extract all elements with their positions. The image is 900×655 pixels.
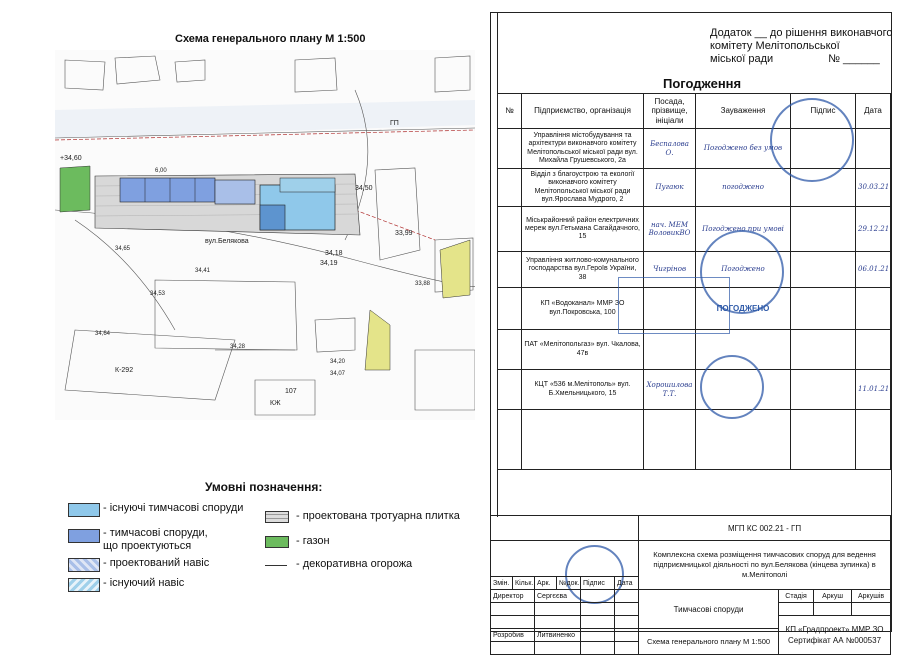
col-header-organization: Підприємство, організація bbox=[522, 94, 644, 129]
header-number: № ______ bbox=[828, 53, 880, 65]
sheets-label: Аркушів bbox=[852, 590, 891, 603]
plan-label-bld-1: 107 bbox=[285, 388, 297, 395]
header-line-1: Додаток __ до рішення виконавчого bbox=[710, 27, 893, 39]
company-name: КП «Градпроект» ММР ЗО bbox=[785, 625, 884, 634]
plan-label-elev-7: 34,64 bbox=[95, 331, 111, 337]
plan-label-bld-4: ГП bbox=[390, 120, 399, 127]
plan-label-elev-6: 34,65 bbox=[115, 246, 131, 252]
plan-label-bld-2: КЖ bbox=[270, 400, 281, 407]
col-header-remarks: Зауваження bbox=[696, 94, 791, 129]
col-header-date: Дата bbox=[856, 94, 891, 129]
col-sheet: Арк. bbox=[535, 577, 557, 590]
col-header-position: Посада, прізвище, ініціали bbox=[644, 94, 696, 129]
plan-label-elev-9: 34,41 bbox=[195, 268, 211, 274]
developer-name: Литвиненко bbox=[535, 629, 581, 642]
approval-name bbox=[644, 330, 696, 370]
legend-title: Умовні позначення: bbox=[205, 480, 323, 494]
approval-org: Міськрайонний район електричних мереж вул.Гетьмана Сагайдачного, 15 bbox=[522, 207, 644, 252]
approval-row bbox=[498, 330, 891, 370]
approval-remark: погоджено bbox=[696, 169, 791, 207]
header-line-3: міської ради № ______ bbox=[710, 53, 880, 65]
header-annex bbox=[710, 27, 893, 66]
drawing-code: МГП КС 002.21 - ГП bbox=[639, 516, 891, 541]
approval-date: 11.01.21 bbox=[856, 370, 891, 410]
approval-name: Чигрінов bbox=[644, 252, 696, 288]
approval-date bbox=[856, 288, 891, 330]
approval-org: ПАТ «Мелітопольгаз» вул. Чкалова, 47в bbox=[522, 330, 644, 370]
approval-stamp-box bbox=[618, 277, 730, 334]
approval-org: КП «Водоканал» ММР ЗО вул.Покровська, 100 bbox=[522, 288, 644, 330]
approval-org: КЦТ «536 м.Мелітополь» вул. Б.Хмельницького, 15 bbox=[522, 370, 644, 410]
col-signature: Підпис bbox=[581, 577, 615, 590]
approval-name: Пугаюк bbox=[644, 169, 696, 207]
legend-label-lawn: - газон bbox=[296, 535, 330, 547]
approval-date bbox=[856, 330, 891, 370]
sheet-label: Аркуш bbox=[814, 590, 852, 603]
official-seal-stamp bbox=[770, 98, 854, 182]
col-date: Дата bbox=[615, 577, 639, 590]
legend-swatch-fence bbox=[265, 565, 287, 566]
legend-swatch-projected-structures bbox=[68, 529, 100, 543]
approval-row bbox=[498, 207, 891, 252]
approval-row-empty bbox=[498, 410, 891, 470]
approval-name: Беспалова О. bbox=[644, 129, 696, 169]
plan-label-elev-11: 34,07 bbox=[330, 371, 346, 377]
legend-label-projected-structures: - тимчасові споруди, що проектуються bbox=[103, 527, 208, 552]
approval-remark: ПОГОДЖЕНО bbox=[696, 288, 791, 330]
legend-label-projected-canopy: - проектований навіс bbox=[103, 557, 210, 569]
director-label: Директор bbox=[491, 590, 535, 603]
plan-label-elev-1: +34,60 bbox=[60, 155, 82, 162]
col-doc: №док. bbox=[557, 577, 581, 590]
approval-date: 29.12.21 bbox=[856, 207, 891, 252]
legend-swatch-lawn bbox=[265, 536, 289, 548]
plan-title: Схема генерального плану М 1:500 bbox=[175, 33, 366, 45]
site-plan-drawing bbox=[55, 50, 475, 420]
plan-label-elev-10: 34,28 bbox=[230, 344, 246, 350]
approval-row bbox=[498, 370, 891, 410]
approval-org: Відділ з благоустрою та екології виконавчого комітету Мелітопольської міської ради вул.Ярослава Мудрого, 2 bbox=[522, 169, 644, 207]
plan-label-elev-4: 33,99 bbox=[395, 230, 413, 237]
plan-label-elev-2: 34,50 bbox=[355, 185, 373, 192]
legend-swatch-existing-canopy bbox=[68, 578, 100, 592]
legend-label-fence: - декоративна огорожа bbox=[296, 558, 413, 570]
plan-label-elev-13: 33,88 bbox=[415, 281, 431, 287]
approval-title: Погодження bbox=[663, 76, 742, 91]
developer-label: Розробив bbox=[491, 629, 535, 642]
plan-label-street: вул.Белякова bbox=[205, 238, 249, 245]
legend-swatch-paving bbox=[265, 511, 289, 523]
approval-org: Управління містобудування та архітектури виконавчого комітету Мелітопольської міської ради вул. Михайла Грушевського, 2а bbox=[522, 129, 644, 169]
legend-label-existing-canopy: - існуючий навіс bbox=[103, 577, 185, 589]
legend-swatch-existing-structures bbox=[68, 503, 100, 517]
plan-label-elev-12: 34,20 bbox=[330, 359, 346, 365]
stage-label: Стадія bbox=[779, 590, 814, 603]
legend-label-paving: - проектована тротуарна плитка bbox=[296, 510, 460, 522]
col-header-signature: Підпис bbox=[791, 94, 856, 129]
plan-label-elev-3: 34,18 bbox=[325, 250, 343, 257]
company bbox=[779, 616, 891, 655]
approval-date: 06.01.21 bbox=[856, 252, 891, 288]
approval-org: Управління житлово-комунального господарства вул.Героїв України, 38 bbox=[522, 252, 644, 288]
col-header-number: № bbox=[498, 94, 522, 129]
official-seal-stamp bbox=[700, 355, 764, 419]
plan-label-elev-5: 34,19 bbox=[320, 260, 338, 267]
approval-name: Хорошилова Т.Т. bbox=[644, 370, 696, 410]
director-name: Сергєєва bbox=[535, 590, 581, 603]
title-block bbox=[490, 515, 891, 655]
object-name: Тимчасові споруди bbox=[639, 590, 779, 629]
legend-label-existing-structures: - існуючі тимчасові споруди bbox=[103, 502, 244, 514]
approval-remark: Погоджено bbox=[696, 252, 791, 288]
approval-date bbox=[856, 129, 891, 169]
approval-date: 30.03.21 bbox=[856, 169, 891, 207]
plan-label-bld-3: К-292 bbox=[115, 367, 134, 374]
project-description: Комплексна схема розміщення тимчасових споруд для ведення підприємницької діяльності по вул.Белякова (кінцева зупинка) в м.Мелітополі bbox=[639, 541, 891, 590]
col-change: Змін. bbox=[491, 577, 513, 590]
approval-name: нач. МЕМ ВоловикВО bbox=[644, 207, 696, 252]
company-certificate: Сертифікат АА №000537 bbox=[788, 636, 882, 645]
col-qty: Кільк. bbox=[513, 577, 535, 590]
legend-swatch-projected-canopy bbox=[68, 558, 100, 572]
header-line-2: комітету Мелітопольської bbox=[710, 40, 840, 52]
plan-label-elev-8: 34,53 bbox=[150, 291, 166, 297]
approval-remark: Погоджено при умові bbox=[696, 207, 791, 252]
drawing-name: Схема генерального плану М 1:500 bbox=[639, 629, 779, 655]
approval-remark: Погоджено без умов bbox=[696, 129, 791, 169]
plan-label-dim: 6,00 bbox=[155, 168, 167, 174]
